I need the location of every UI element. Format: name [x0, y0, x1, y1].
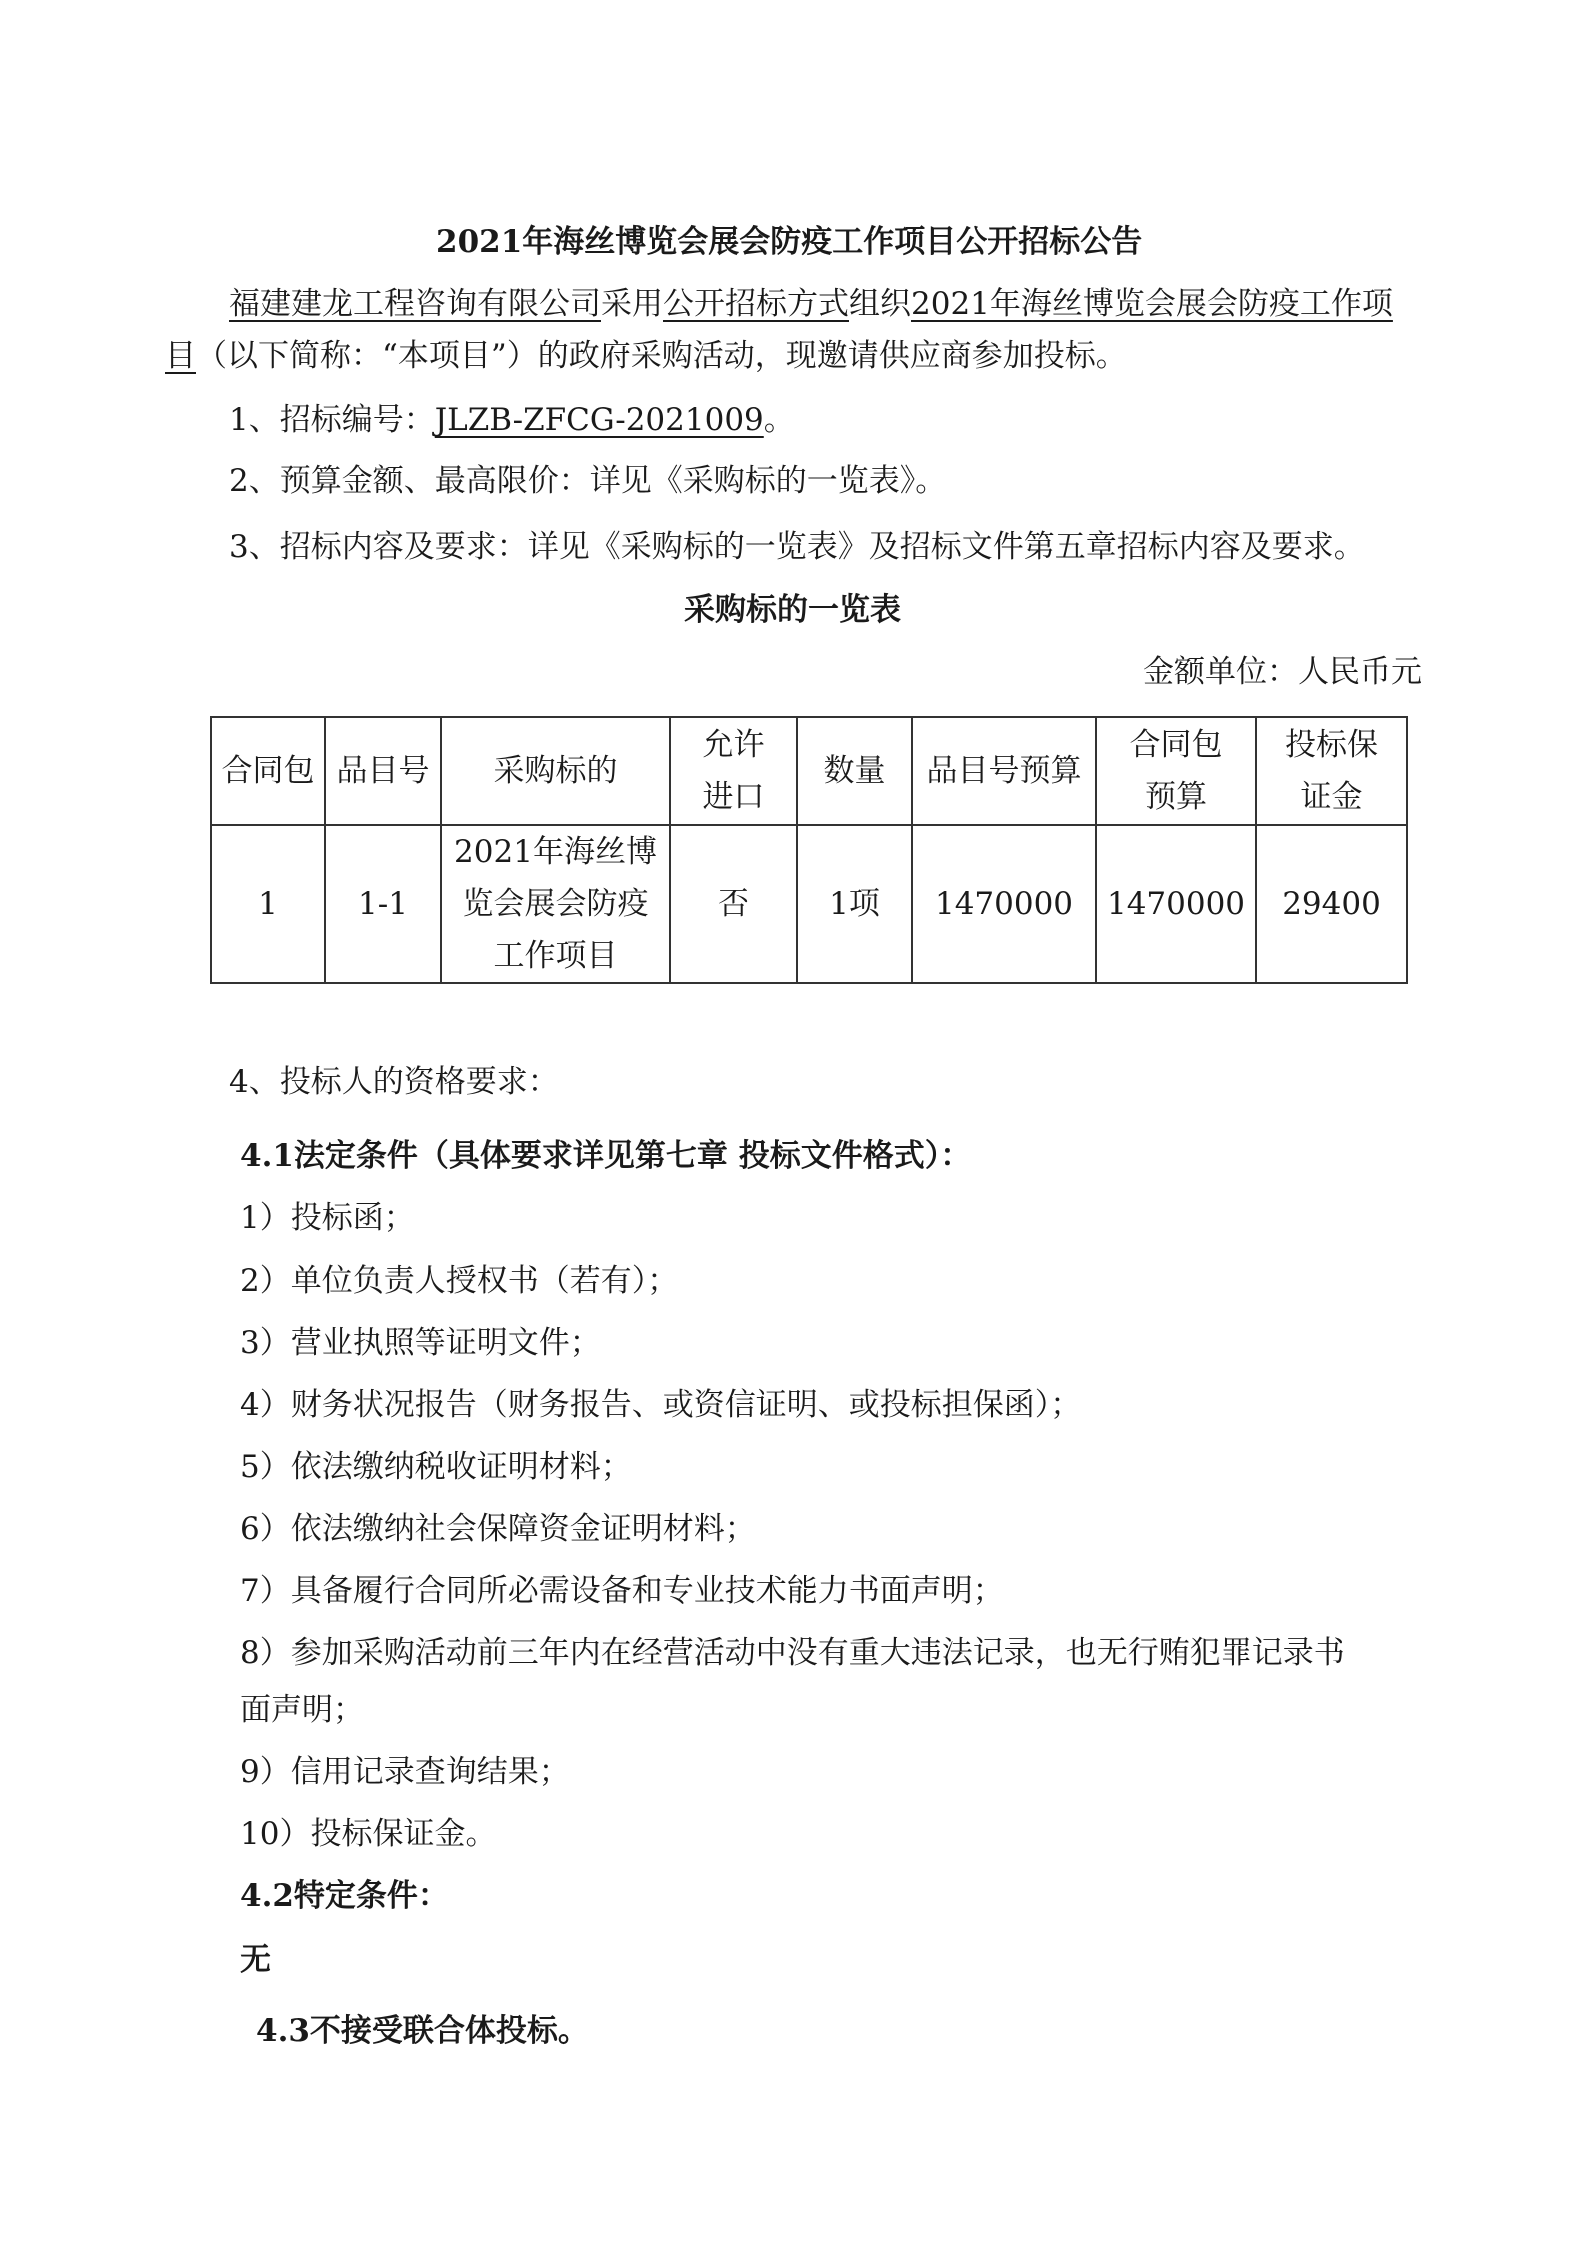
table-header-row — [211, 717, 1407, 825]
condition-item: 2）单位负责人授权书（若有）； — [240, 1263, 679, 1299]
condition-item: 8）参加采购活动前三年内在经营活动中没有重大违法记录，也无行贿犯罪记录书 — [240, 1635, 1345, 1671]
condition-item: 7）具备履行合同所必需设备和专业技术能力书面声明； — [240, 1573, 1004, 1609]
condition-item: 3）营业执照等证明文件； — [240, 1325, 601, 1361]
section-4-2-heading: 4.2特定条件： — [240, 1878, 449, 1914]
item-2-budget: 2、预算金额、最高限价：详见《采购标的一览表》。 — [229, 463, 947, 499]
condition-item: 5）依法缴纳税收证明材料； — [240, 1449, 632, 1485]
header-contract-package: 合同包 — [211, 717, 325, 825]
cell-contract-package: 1 — [211, 825, 325, 983]
section-4-3-heading: 4.3不接受联合体投标。 — [256, 2013, 589, 2049]
condition-item: 4）财务状况报告（财务报告、或资信证明、或投标担保函）； — [240, 1387, 1082, 1423]
header-package-budget: 合同包预算 — [1096, 717, 1256, 825]
item-1-tender-number: 1、招标编号：JLZB-ZFCG-2021009。 — [229, 402, 795, 438]
item-4-qualifications: 4、投标人的资格要求： — [229, 1064, 559, 1100]
cell-package-budget: 1470000 — [1096, 825, 1256, 983]
cell-import-allowed: 否 — [670, 825, 797, 983]
header-import-allowed: 允许进口 — [670, 717, 797, 825]
header-item-budget: 品目号预算 — [912, 717, 1096, 825]
project-name-cont: 目 — [165, 338, 196, 374]
header-subject: 采购标的 — [441, 717, 670, 825]
section-4-2-value: 无 — [240, 1942, 271, 1978]
procurement-table — [210, 716, 1408, 984]
table-title: 采购标的一览表 — [684, 592, 901, 628]
condition-item: 10）投标保证金。 — [240, 1816, 497, 1852]
header-bid-bond: 投标保证金 — [1256, 717, 1407, 825]
intro-line-2: 目（以下简称：“本项目”）的政府采购活动，现邀请供应商参加投标。 — [165, 338, 1127, 374]
cell-item-budget: 1470000 — [912, 825, 1096, 983]
condition-item: 9）信用记录查询结果； — [240, 1754, 570, 1790]
procurement-method: 公开招标方式 — [663, 286, 849, 322]
currency-unit: 金额单位：人民币元 — [1143, 654, 1422, 690]
cell-quantity: 1项 — [797, 825, 912, 983]
section-4-1-heading: 4.1法定条件（具体要求详见第七章 投标文件格式）： — [240, 1138, 972, 1174]
header-item-number: 品目号 — [325, 717, 441, 825]
condition-item-cont: 面声明； — [240, 1692, 364, 1728]
intro-line-1: 福建建龙工程咨询有限公司采用公开招标方式组织2021年海丝博览会展会防疫工作项 — [229, 286, 1393, 322]
item-3-content: 3、招标内容及要求：详见《采购标的一览表》及招标文件第五章招标内容及要求。 — [229, 529, 1365, 565]
table-row — [211, 825, 1407, 983]
cell-bid-bond: 29400 — [1256, 825, 1407, 983]
tender-code: JLZB-ZFCG-2021009 — [434, 402, 764, 438]
project-name: 2021年海丝博览会展会防疫工作项 — [911, 286, 1393, 322]
agency-name: 福建建龙工程咨询有限公司 — [229, 286, 601, 322]
document-title: 2021年海丝博览会展会防疫工作项目公开招标公告 — [436, 224, 1143, 260]
condition-item: 1）投标函； — [240, 1200, 415, 1236]
cell-item-number: 1-1 — [325, 825, 441, 983]
cell-subject: 2021年海丝博览会展会防疫工作项目 — [441, 825, 670, 983]
header-quantity: 数量 — [797, 717, 912, 825]
condition-item: 6）依法缴纳社会保障资金证明材料； — [240, 1511, 756, 1547]
